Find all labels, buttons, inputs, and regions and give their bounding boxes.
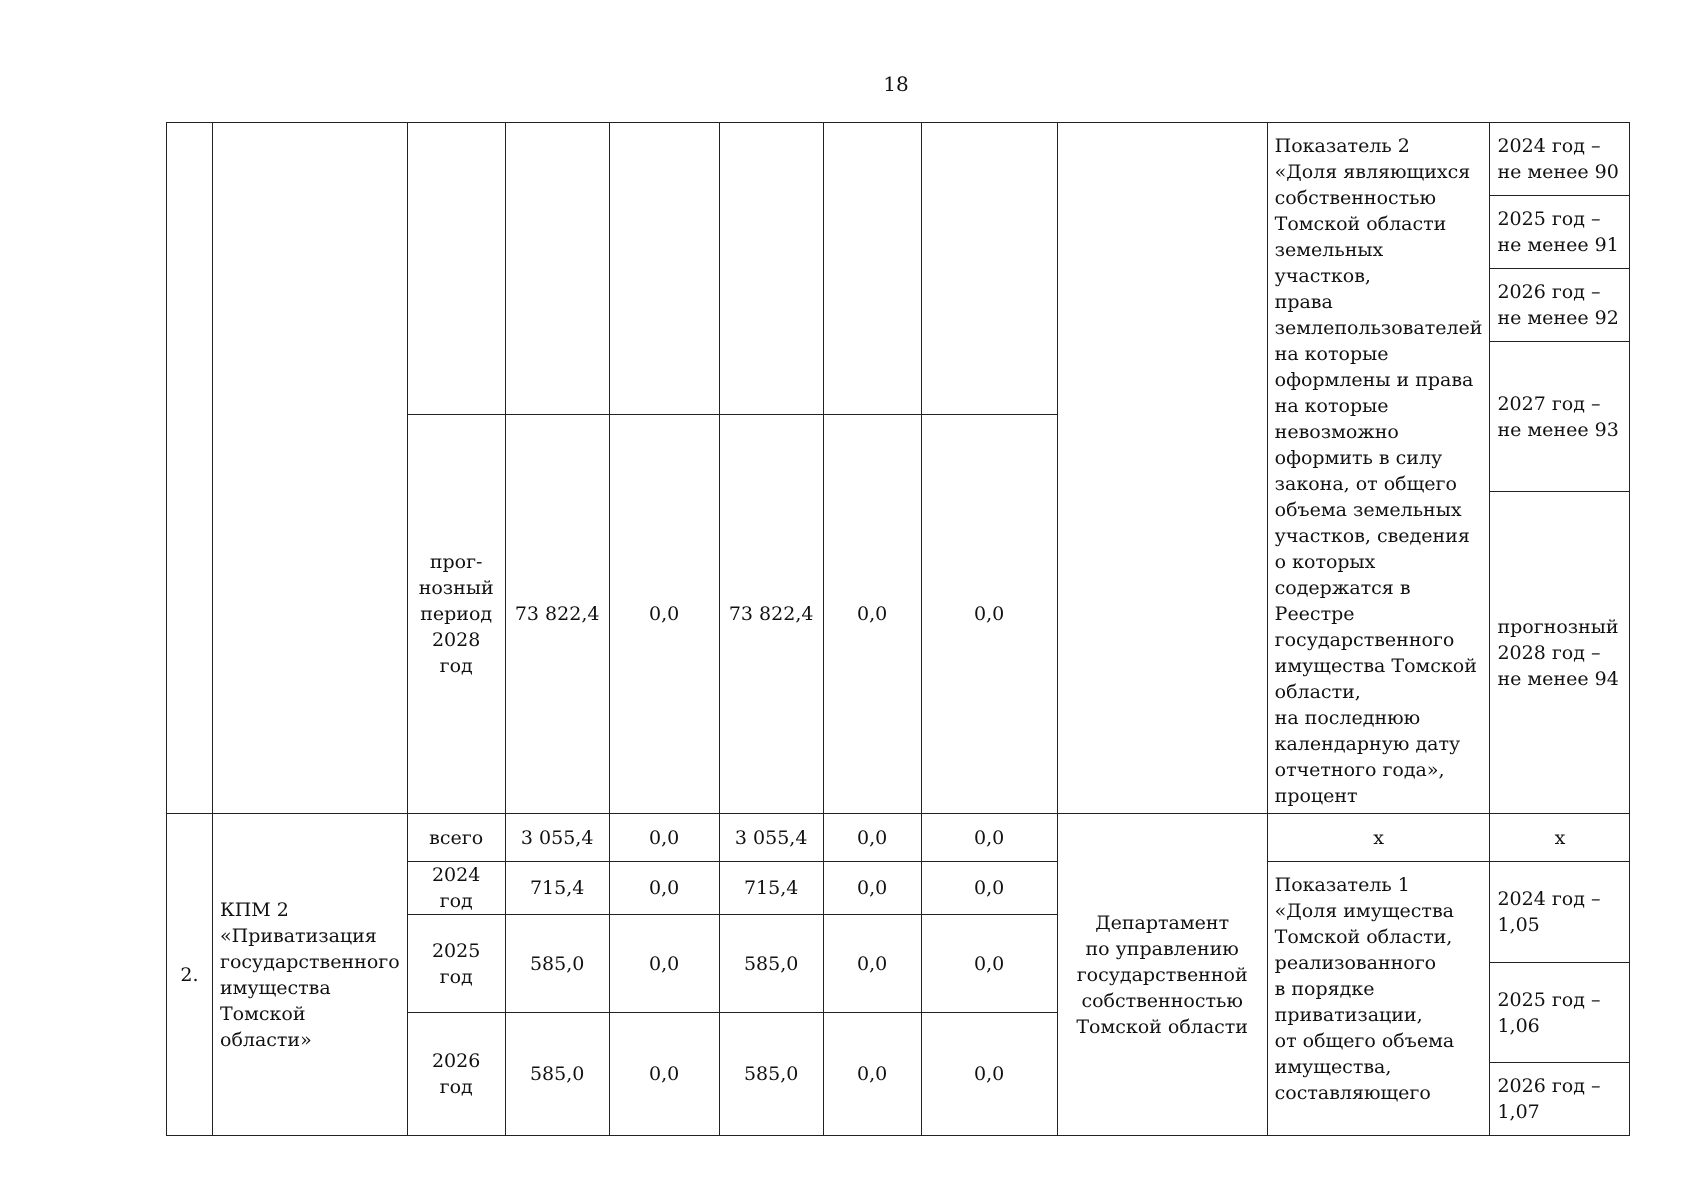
row1-empty-value-cell: [609, 123, 719, 415]
indicator-1-target-2025: 2025 год – 1,06: [1490, 963, 1630, 1063]
program-table: [166, 122, 1630, 1136]
forecast-period-label: прог- нозный период 2028 год: [407, 415, 505, 814]
2025-value-local: 0,0: [823, 915, 921, 1013]
kpm2-name-cell: КПМ 2 «Приватизация государственного имущества Томской области»: [213, 814, 408, 1136]
2026-value-total: 585,0: [505, 1013, 609, 1136]
forecast-value-regional: 73 822,4: [719, 415, 823, 814]
2026-value-local: 0,0: [823, 1013, 921, 1136]
kpm2-executor-cell: Департамент по управлению государственной собственностью Томской области: [1057, 814, 1267, 1136]
indicator-2-target-forecast: прогнозный 2028 год – не менее 94: [1490, 492, 1630, 814]
2026-value-other: 0,0: [921, 1013, 1057, 1136]
period-label-2024: 2024 год: [407, 862, 505, 915]
2024-value-federal: 0,0: [609, 862, 719, 915]
kpm2-target-total-mark: х: [1490, 814, 1630, 862]
total-value-local: 0,0: [823, 814, 921, 862]
indicator-1-target-2024: 2024 год – 1,05: [1490, 862, 1630, 963]
row1-number-cell: [167, 123, 213, 814]
period-label-2025: 2025 год: [407, 915, 505, 1013]
indicator-2-text: Показатель 2 «Доля являющихся собственностью Томской области земельных участков, права землепользователей на которые оформлены и права на которые невозможно оформить в силу закона, от общего объема земельных участков, сведения о которых содержатся в Реестре государственного имущества Томской области, на последнюю календарную дату отчетного года», процент: [1267, 123, 1490, 814]
forecast-value-total: 73 822,4: [505, 415, 609, 814]
total-value-other: 0,0: [921, 814, 1057, 862]
forecast-value-other: 0,0: [921, 415, 1057, 814]
indicator-2-target-2025: 2025 год – не менее 91: [1490, 196, 1630, 269]
2025-value-other: 0,0: [921, 915, 1057, 1013]
2025-value-federal: 0,0: [609, 915, 719, 1013]
2026-value-federal: 0,0: [609, 1013, 719, 1136]
row1-executor-cell: [1057, 123, 1267, 814]
2024-value-regional: 715,4: [719, 862, 823, 915]
indicator-1-target-2026: 2026 год – 1,07: [1490, 1063, 1630, 1136]
indicator-2-target-2027: 2027 год – не менее 93: [1490, 342, 1630, 492]
2025-value-total: 585,0: [505, 915, 609, 1013]
2026-value-regional: 585,0: [719, 1013, 823, 1136]
indicator-1-text: Показатель 1 «Доля имущества Томской области, реализованного в порядке приватизации, от общего объема имущества, составляющего: [1267, 862, 1490, 1136]
row1-empty-period-cell: [407, 123, 505, 415]
kpm2-indicator-total-mark: х: [1267, 814, 1490, 862]
forecast-value-federal: 0,0: [609, 415, 719, 814]
2024-value-local: 0,0: [823, 862, 921, 915]
row2-number-cell: 2.: [167, 814, 213, 1136]
forecast-value-local: 0,0: [823, 415, 921, 814]
row1-empty-value-cell: [921, 123, 1057, 415]
2024-value-total: 715,4: [505, 862, 609, 915]
row1-empty-value-cell: [505, 123, 609, 415]
period-label-total: всего: [407, 814, 505, 862]
total-value-federal: 0,0: [609, 814, 719, 862]
2025-value-regional: 585,0: [719, 915, 823, 1013]
row1-empty-value-cell: [719, 123, 823, 415]
row1-name-cell: [213, 123, 408, 814]
2024-value-other: 0,0: [921, 862, 1057, 915]
indicator-2-target-2024: 2024 год – не менее 90: [1490, 123, 1630, 196]
total-value-regional: 3 055,4: [719, 814, 823, 862]
row1-empty-value-cell: [823, 123, 921, 415]
total-value-total: 3 055,4: [505, 814, 609, 862]
page-number: 18: [883, 72, 909, 96]
indicator-2-target-2026: 2026 год – не менее 92: [1490, 269, 1630, 342]
period-label-2026: 2026 год: [407, 1013, 505, 1136]
